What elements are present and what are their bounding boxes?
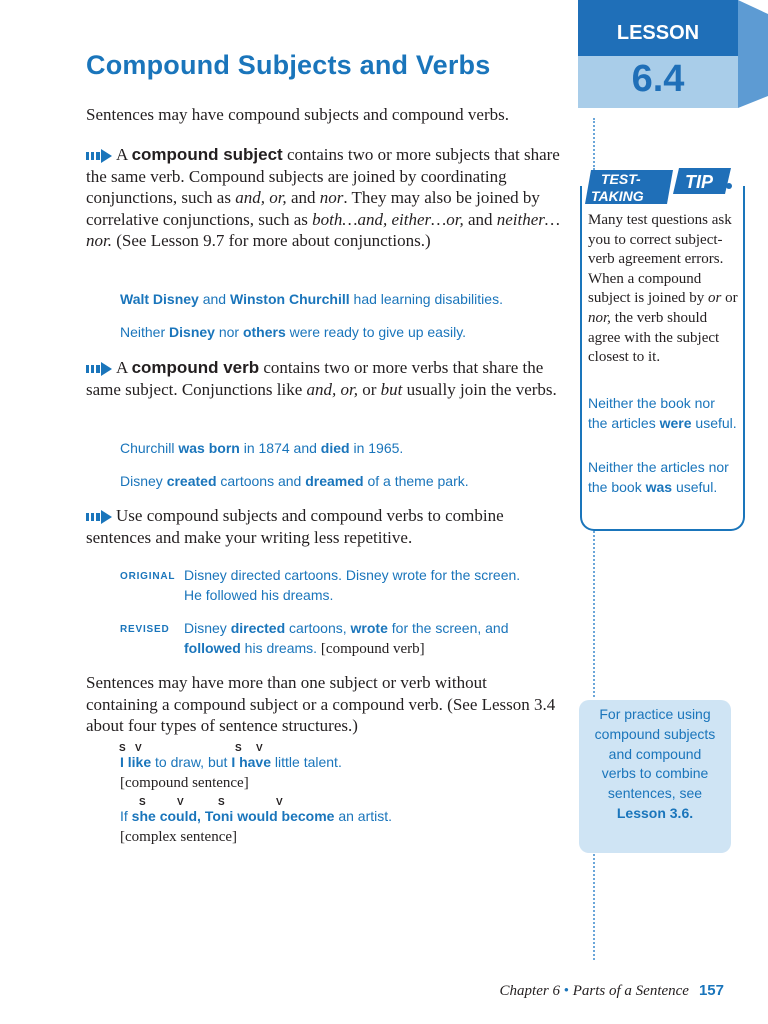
tip-example: Neither the articles nor the book was useful. [588, 459, 729, 495]
lesson-number: 6.4 [631, 58, 685, 100]
intro-paragraph: Sentences may have compound subjects and compound verbs. [86, 105, 510, 124]
example-sentence: Neither Disney nor others were ready to give up easily. [120, 324, 467, 340]
verb-marker: V [256, 743, 263, 754]
subject-marker: S [235, 743, 242, 754]
practice-callout: For practice using compound subjects and compound verbs to combine sentences, see Lesson 3.6. [579, 700, 731, 853]
verb-marker: V [135, 743, 142, 754]
verb-marker: V [177, 797, 184, 808]
original-example: Disney directed cartoons. Disney wrote for the screen. He followed his dreams. [184, 567, 521, 603]
sidebar-divider [593, 531, 595, 697]
original-tag: ORIGINAL [120, 571, 176, 582]
term-compound-verb: compound verb [131, 358, 260, 377]
sidebar-divider [593, 850, 595, 960]
compound-sentence-note: [compound sentence] [120, 775, 249, 791]
sidebar-divider [593, 118, 595, 170]
tip-example: Neither the book nor the articles were useful. [588, 395, 737, 431]
lesson-badge [578, 0, 738, 110]
page-number: 157 [698, 982, 724, 999]
verb-marker: V [276, 797, 283, 808]
example-sentence: Walt Disney and Winston Churchill had learning disabilities. [120, 291, 503, 307]
subject-marker: S [139, 797, 146, 808]
compound-subject-paragraph: A compound subject contains two or more subjects that share the same verb. Compound subjects are joined by coordinating conjunctions, such as and, or, and nor. They may also be joined by correlative conjunctions, such as both…and, either…or, and neither…nor. (See Lesson 9.7 for more about conjunctions.) [86, 145, 561, 250]
tip-badge-taking: TAKING [591, 188, 644, 204]
structure-paragraph: Sentences may have more than one subject or verb without containing a compound subject or a compound verb. (See Lesson 3.4 about four types of sentence structures.) [86, 673, 556, 735]
page-title: Compound Subjects and Verbs [86, 50, 491, 80]
complex-sentence-example: If she could, Toni would become an artist. [120, 808, 393, 824]
arrow-bullet-icon [86, 149, 112, 163]
example-sentence: Disney created cartoons and dreamed of a theme park. [120, 473, 469, 489]
test-taking-tip-badge [583, 166, 741, 206]
subject-marker: S [218, 797, 225, 808]
combine-paragraph: Use compound subjects and compound verbs to combine sentences and make your writing less repetitive. [86, 506, 504, 547]
arrow-bullet-icon [86, 510, 112, 524]
subject-marker: S [119, 743, 126, 754]
revised-example: Disney directed cartoons, wrote for the screen, and followed his dreams. [compound verb] [184, 620, 509, 657]
term-compound-subject: compound subject [131, 145, 283, 164]
arrow-bullet-icon [86, 362, 112, 376]
page-footer: Chapter 6 • Parts of a Sentence 157 [499, 982, 724, 999]
tip-text: Many test questions ask you to correct subject-verb agreement errors. When a compound subject is joined by or or nor, the verb should agree with the subject closest to it. [588, 212, 738, 366]
tip-badge-test: TEST- [601, 171, 641, 187]
lesson-badge-shadow [738, 0, 768, 110]
practice-lesson-link[interactable]: Lesson 3.6. [616, 804, 694, 821]
compound-sentence-example: I like to draw, but I have little talent. [120, 754, 342, 770]
complex-sentence-note: [complex sentence] [120, 829, 238, 845]
example-sentence: Churchill was born in 1874 and died in 1965. [120, 440, 404, 456]
revised-tag: REVISED [120, 624, 170, 635]
lesson-label: LESSON [616, 22, 700, 44]
compound-verb-paragraph: A compound verb contains two or more verbs that share the same subject. Conjunctions like and, or, or but usually join the verbs. [86, 358, 557, 399]
tip-badge-tip: TIP [685, 172, 714, 192]
